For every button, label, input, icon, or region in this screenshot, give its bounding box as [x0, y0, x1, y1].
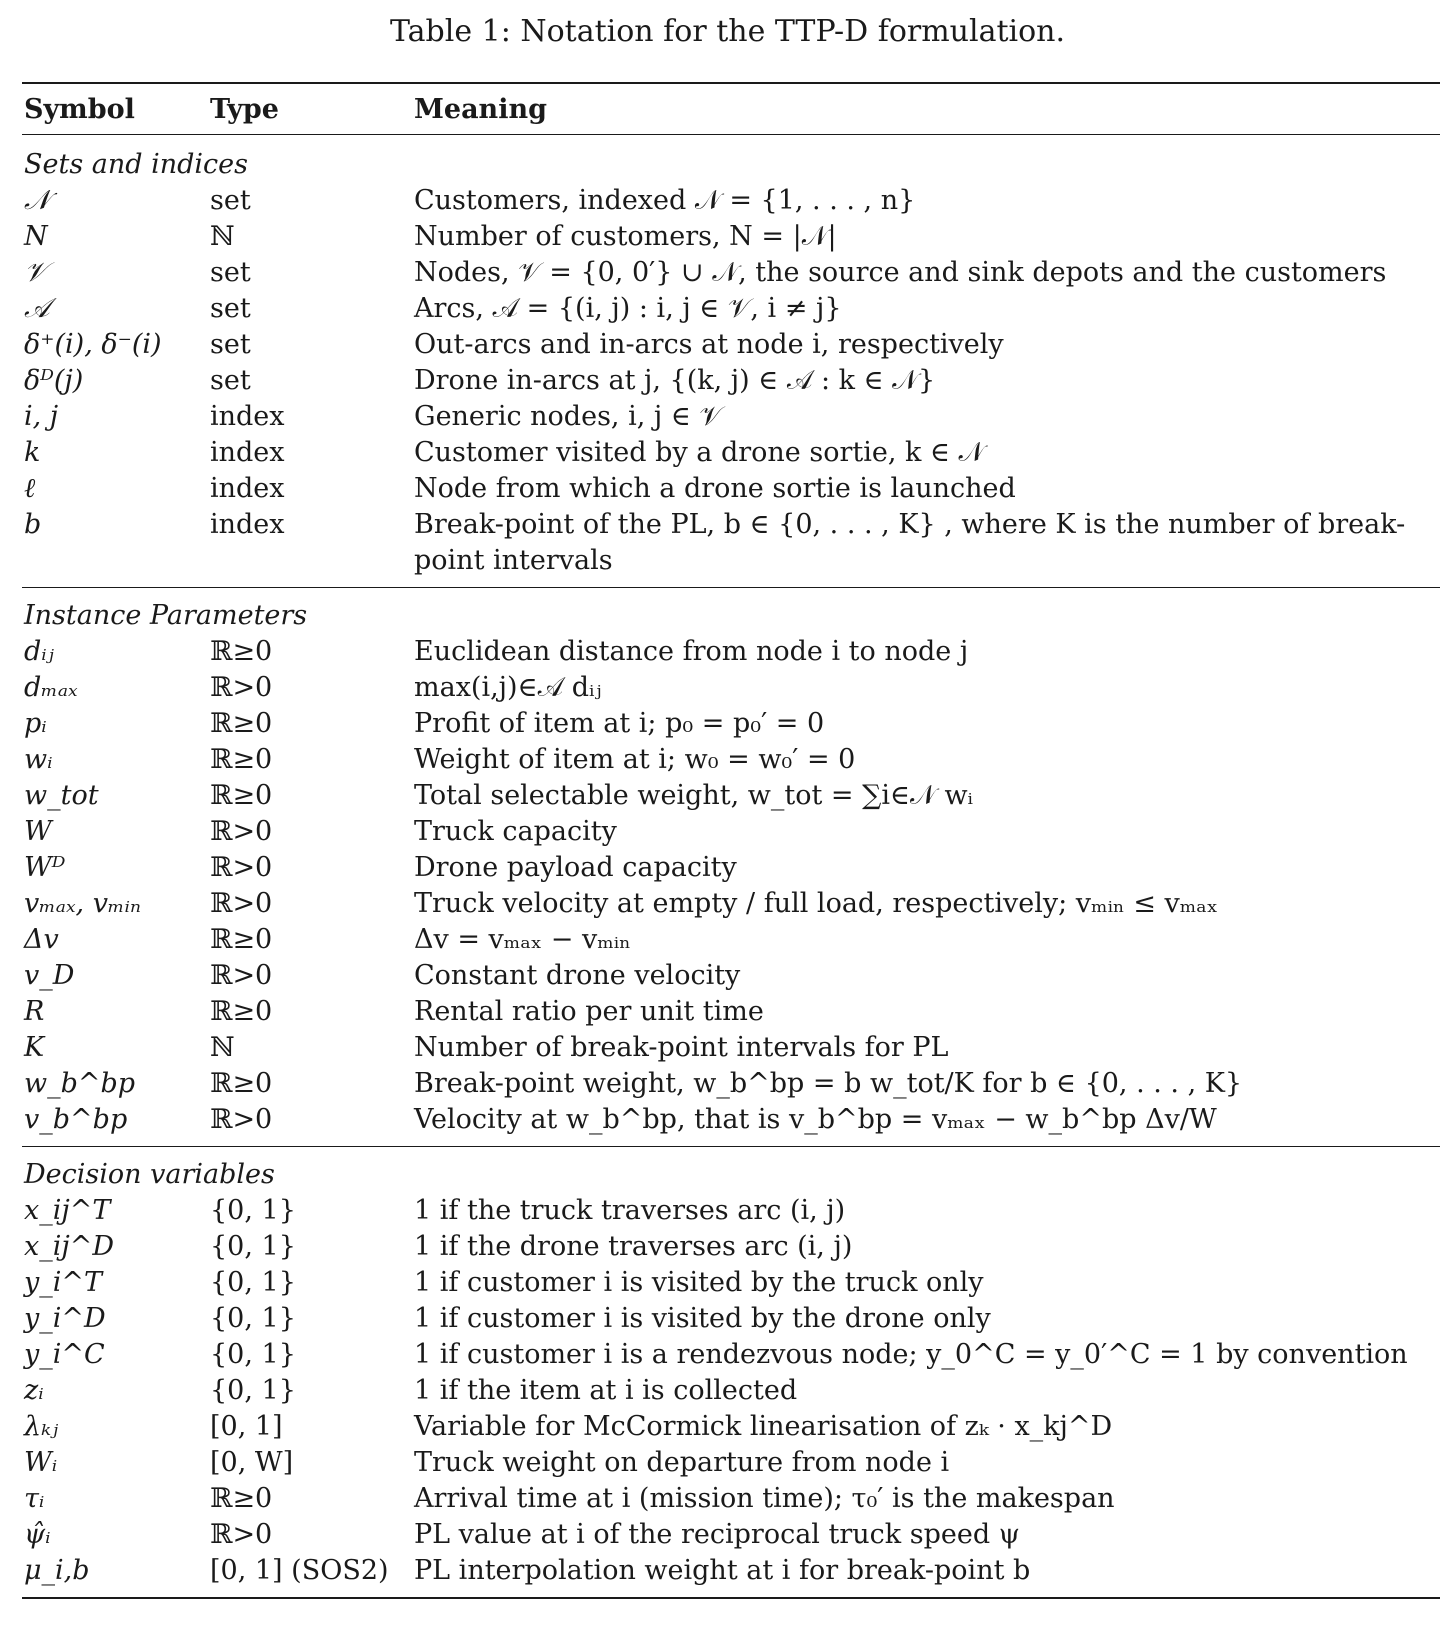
- header-symbol: Symbol: [22, 83, 208, 135]
- meaning-cell: Number of break-point intervals for PL: [414, 1032, 949, 1063]
- table-row: [22, 291, 1440, 327]
- symbol-cell: τᵢ: [24, 1483, 45, 1514]
- table-row: [22, 1030, 1440, 1066]
- meaning-cell: PL interpolation weight at i for break-point b: [412, 1553, 1440, 1598]
- table-row: [22, 1102, 1440, 1147]
- table-row: [22, 1229, 1440, 1265]
- table-row: [22, 922, 1440, 958]
- meaning-cell: Drone payload capacity: [414, 852, 737, 883]
- table-row: [22, 778, 1440, 814]
- meaning-cell: Out-arcs and in-arcs at node i, respectively: [414, 329, 1004, 360]
- symbol-cell: w_b^bp: [24, 1068, 136, 1099]
- symbol-cell: 𝒩: [24, 185, 50, 216]
- symbol-cell: Wᵢ: [24, 1447, 58, 1478]
- table-row: [22, 1517, 1440, 1553]
- type-cell: ℝ>0: [210, 672, 273, 703]
- symbol-cell: vₘₐₓ, vₘᵢₙ: [24, 888, 141, 919]
- symbol-cell: x_ij^T: [24, 1195, 111, 1226]
- section-header-row: [22, 588, 1440, 635]
- meaning-cell: Rental ratio per unit time: [414, 996, 764, 1027]
- table-row: [22, 1265, 1440, 1301]
- meaning-cell: max(i,j)∈𝒜 dᵢⱼ: [414, 672, 602, 703]
- symbol-cell: K: [24, 1032, 45, 1063]
- symbol-cell: pᵢ: [24, 708, 47, 739]
- type-cell: ℝ≥0: [210, 1068, 273, 1099]
- meaning-cell: Number of customers, N = |𝒩|: [414, 221, 837, 252]
- type-cell: {0, 1}: [210, 1267, 296, 1298]
- type-cell: ℝ>0: [210, 852, 273, 883]
- section-title: Decision variables: [24, 1159, 275, 1190]
- table-row: [22, 742, 1440, 778]
- symbol-cell: δᴰ(j): [24, 365, 84, 396]
- symbol-cell: k: [24, 437, 41, 468]
- table-row: [22, 634, 1440, 670]
- meaning-cell: Δv = vₘₐₓ − vₘᵢₙ: [414, 924, 631, 955]
- type-cell: set: [210, 365, 251, 396]
- symbol-cell: x_ij^D: [24, 1231, 115, 1262]
- symbol-cell: i, j: [24, 401, 59, 432]
- symbol-cell: μ_i,b: [22, 1553, 208, 1598]
- type-cell: [0, 1]: [210, 1411, 283, 1442]
- table-row: [22, 399, 1440, 435]
- type-cell: {0, 1}: [210, 1339, 296, 1370]
- header-meaning: Meaning: [412, 83, 1440, 135]
- symbol-cell: zᵢ: [24, 1375, 44, 1406]
- type-cell: index: [210, 437, 285, 468]
- meaning-cell: Weight of item at i; w₀ = w₀′ = 0: [414, 744, 856, 775]
- symbol-cell: 𝒱: [24, 257, 47, 288]
- table-row: [22, 471, 1440, 507]
- symbol-cell: y_i^D: [24, 1303, 106, 1334]
- type-cell: index: [208, 507, 412, 588]
- type-cell: set: [210, 293, 251, 324]
- table-row: [22, 1481, 1440, 1517]
- meaning-cell: Break-point weight, w_b^bp = b w_tot/K for b ∈ {0, . . . , K}: [414, 1068, 1243, 1099]
- type-cell: ℝ≥0: [210, 744, 273, 775]
- type-cell: ℝ≥0: [210, 780, 273, 811]
- meaning-cell: 1 if the truck traverses arc (i, j): [414, 1195, 846, 1226]
- symbol-cell: b: [22, 507, 208, 588]
- table-row: [22, 994, 1440, 1030]
- meaning-cell: Euclidean distance from node i to node j: [414, 636, 969, 667]
- symbol-cell: w_tot: [24, 780, 99, 811]
- table-row: [22, 1409, 1440, 1445]
- symbol-cell: ℓ: [24, 473, 36, 504]
- symbol-cell: Wᴰ: [24, 852, 66, 883]
- type-cell: ℝ>0: [210, 816, 273, 847]
- meaning-cell: PL value at i of the reciprocal truck speed ψ: [414, 1519, 1020, 1550]
- table-row: [22, 1553, 1440, 1598]
- symbol-cell: v_D: [24, 960, 75, 991]
- table-body: [22, 135, 1440, 1599]
- type-cell: ℝ>0: [208, 1102, 412, 1147]
- type-cell: ℝ≥0: [210, 1483, 273, 1514]
- type-cell: [0, 1] (SOS2): [208, 1553, 412, 1598]
- table-row: [22, 1193, 1440, 1229]
- type-cell: ℝ≥0: [210, 708, 273, 739]
- meaning-cell: Profit of item at i; p₀ = p₀′ = 0: [414, 708, 825, 739]
- table-row: [22, 1373, 1440, 1409]
- symbol-cell: λₖⱼ: [24, 1411, 59, 1442]
- section-header-row: [22, 1147, 1440, 1194]
- symbol-cell: N: [24, 221, 48, 252]
- meaning-cell: Velocity at w_b^bp, that is v_b^bp = vₘₐₓ − w_b^bp Δv/W: [412, 1102, 1440, 1147]
- meaning-cell: 1 if the item at i is collected: [414, 1375, 798, 1406]
- type-cell: {0, 1}: [210, 1303, 296, 1334]
- table-row: [22, 814, 1440, 850]
- meaning-cell: Drone in-arcs at j, {(k, j) ∈ 𝒜 : k ∈ 𝒩}: [414, 365, 936, 396]
- table-row: [22, 886, 1440, 922]
- table-row: [22, 183, 1440, 219]
- meaning-cell: Truck weight on departure from node i: [414, 1447, 950, 1478]
- table-row: [22, 706, 1440, 742]
- meaning-cell: Generic nodes, i, j ∈ 𝒱: [414, 401, 722, 432]
- meaning-cell: Variable for McCormick linearisation of zₖ · x_kj^D: [414, 1411, 1113, 1442]
- meaning-cell: Nodes, 𝒱 = {0, 0′} ∪ 𝒩, the source and sink depots and the customers: [414, 257, 1387, 288]
- symbol-cell: δ⁺(i), δ⁻(i): [24, 329, 162, 360]
- meaning-cell: Customers, indexed 𝒩 = {1, . . . , n}: [414, 185, 916, 216]
- meaning-cell: Customer visited by a drone sortie, k ∈ 𝒩: [414, 437, 985, 468]
- table-row: [22, 435, 1440, 471]
- table-row: [22, 327, 1440, 363]
- meaning-cell: 1 if the drone traverses arc (i, j): [414, 1231, 853, 1262]
- type-cell: ℝ≥0: [210, 996, 273, 1027]
- meaning-cell: Node from which a drone sortie is launched: [414, 473, 1016, 504]
- table-row: [22, 219, 1440, 255]
- section-header-row: [22, 135, 1440, 184]
- meaning-cell: 1 if customer i is a rendezvous node; y_0^C = y_0′^C = 1 by convention: [414, 1339, 1408, 1370]
- symbol-cell: 𝒜: [24, 293, 50, 324]
- table-row: [22, 255, 1440, 291]
- type-cell: index: [210, 401, 285, 432]
- type-cell: {0, 1}: [210, 1231, 296, 1262]
- type-cell: ℕ: [210, 221, 235, 252]
- type-cell: ℝ>0: [210, 960, 273, 991]
- table-row: [22, 363, 1440, 399]
- meaning-cell: Truck velocity at empty / full load, respectively; vₘᵢₙ ≤ vₘₐₓ: [414, 888, 1219, 919]
- notation-table: [22, 82, 1440, 1599]
- symbol-cell: Δv: [24, 924, 59, 955]
- type-cell: ℝ>0: [210, 888, 273, 919]
- type-cell: ℕ: [210, 1032, 235, 1063]
- symbol-cell: W: [24, 816, 52, 847]
- type-cell: index: [210, 473, 285, 504]
- symbol-cell: dᵢⱼ: [24, 636, 54, 667]
- meaning-cell: Arcs, 𝒜 = {(i, j) : i, j ∈ 𝒱, i ≠ j}: [414, 293, 842, 324]
- type-cell: {0, 1}: [210, 1195, 296, 1226]
- symbol-cell: dₘₐₓ: [24, 672, 78, 703]
- header-row: [22, 83, 1440, 135]
- table-caption: Table 1: Notation for the TTP-D formulation.: [389, 14, 1066, 49]
- table-row: [22, 507, 1440, 588]
- type-cell: set: [210, 185, 251, 216]
- meaning-cell: Constant drone velocity: [414, 960, 741, 991]
- header-type: Type: [208, 83, 412, 135]
- symbol-cell: y_i^T: [24, 1267, 103, 1298]
- type-cell: {0, 1}: [210, 1375, 296, 1406]
- table-row: [22, 1337, 1440, 1373]
- table-row: [22, 850, 1440, 886]
- table-row: [22, 1301, 1440, 1337]
- meaning-cell: Truck capacity: [414, 816, 617, 847]
- type-cell: ℝ≥0: [210, 924, 273, 955]
- meaning-cell: 1 if customer i is visited by the truck only: [414, 1267, 984, 1298]
- symbol-cell: y_i^C: [24, 1339, 105, 1370]
- type-cell: [0, W]: [210, 1447, 294, 1478]
- table-row: [22, 1445, 1440, 1481]
- meaning-cell: Total selectable weight, w_tot = ∑i∈𝒩 wᵢ: [414, 780, 973, 811]
- table-row: [22, 670, 1440, 706]
- symbol-cell: ψ̂ᵢ: [24, 1519, 51, 1550]
- type-cell: set: [210, 329, 251, 360]
- symbol-cell: R: [24, 996, 45, 1027]
- symbol-cell: wᵢ: [24, 744, 53, 775]
- meaning-cell: Break-point of the PL, b ∈ {0, . . . , K} , where K is the number of break-point intervals: [412, 507, 1440, 588]
- meaning-cell: Arrival time at i (mission time); τ₀′ is the makespan: [414, 1483, 1115, 1514]
- type-cell: set: [210, 257, 251, 288]
- meaning-cell: 1 if customer i is visited by the drone only: [414, 1303, 991, 1334]
- section-title: Sets and indices: [24, 149, 249, 180]
- table-row: [22, 958, 1440, 994]
- section-title: Instance Parameters: [24, 600, 308, 631]
- type-cell: ℝ>0: [210, 1519, 273, 1550]
- type-cell: ℝ≥0: [210, 636, 273, 667]
- table-row: [22, 1066, 1440, 1102]
- symbol-cell: v_b^bp: [22, 1102, 208, 1147]
